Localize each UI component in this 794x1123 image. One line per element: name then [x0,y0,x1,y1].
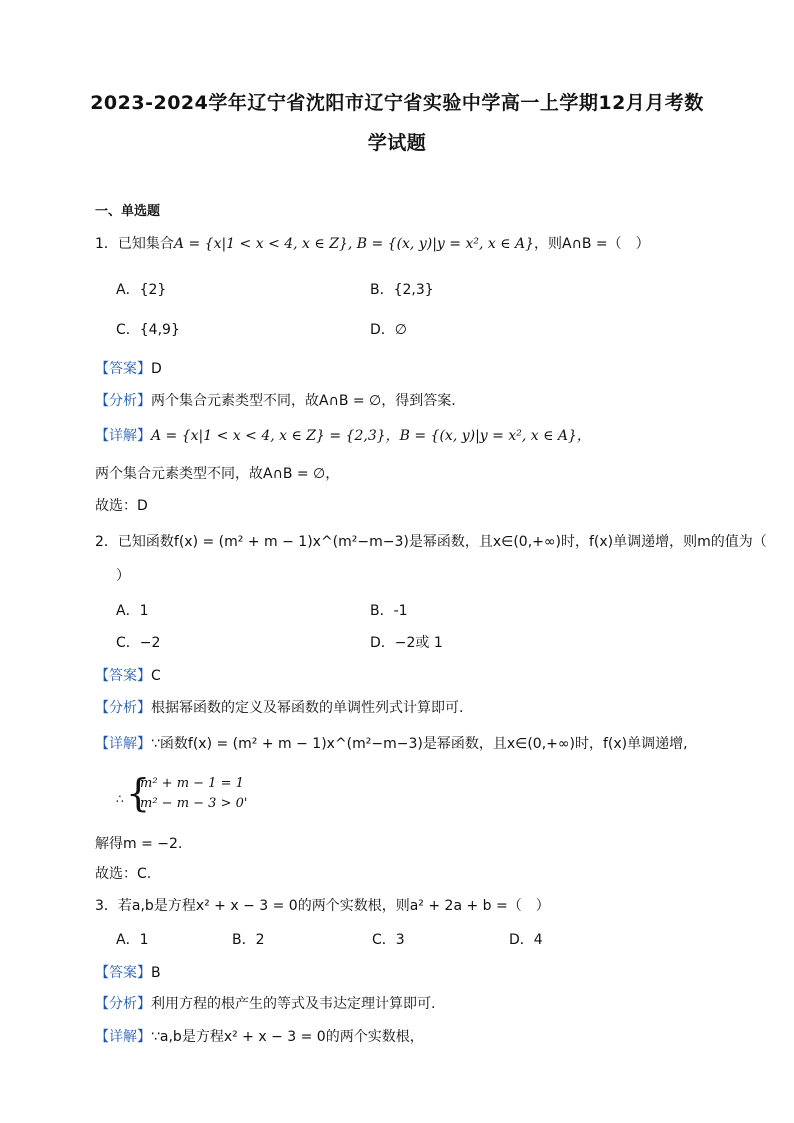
q1-analysis-text: 两个集合元素类型不同，故A∩B = ∅，得到答案. [151,393,456,409]
q2-answer-value: C [151,668,161,684]
q3-detail-1 [95,1027,424,1047]
q1-option-c: C．{4,9} [116,322,180,338]
q1-option-b: B．{2,3} [370,282,434,298]
q2-analysis-text: 根据幂函数的定义及幂函数的单调性列式计算即可. [151,700,464,716]
left-brace: { [126,771,151,815]
q1-stem-suffix: ，则A∩B =（ ） [534,236,650,252]
q2-system-row-2: m² − m − 3 > 0' [140,796,248,811]
q3-option-c: C．3 [372,932,405,948]
q1-answer-value: D [151,361,162,377]
q3-analysis [95,994,435,1014]
analysis-tag: 【分析】 [95,393,151,409]
q3-option-b: B．2 [232,932,265,948]
q3-answer-value: B [151,965,161,981]
q1-detail-3: 故选：D [95,498,148,514]
therefore-symbol: ∴ [116,792,124,806]
q2-equation-system [116,772,336,822]
doc-title-line-2: 学试题 [367,132,427,154]
q3-detail-line-1: ∵a,b是方程x² + x − 3 = 0的两个实数根， [151,1029,424,1045]
q1-answer [95,359,162,379]
q2-detail-4: 故选：C. [95,866,152,882]
q1-detail-line-1: A = {x|1 < x < 4, x ∈ Z} = {2,3}，B = {(x, y)|y = x², x ∈ A}， [151,428,591,444]
q1-detail-2: 两个集合元素类型不同，故A∩B = ∅， [95,466,340,482]
detail-tag: 【详解】 [95,736,151,752]
q2-detail-1 [95,734,688,754]
detail-tag: 【详解】 [95,1029,151,1045]
answer-tag: 【答案】 [95,361,151,377]
analysis-tag: 【分析】 [95,700,151,716]
q1-option-a: A．{2} [116,282,167,298]
q2-option-a: A．1 [116,603,149,619]
q3-option-d: D．4 [509,932,543,948]
q3-option-a: A．1 [116,932,149,948]
q2-stem-2: ） [116,568,130,584]
analysis-tag: 【分析】 [95,996,151,1012]
q1-analysis [95,391,456,411]
answer-tag: 【答案】 [95,965,151,981]
q2-detail-3: 解得m = −2. [95,836,183,852]
q1-stem-prefix: 1．已知集合 [95,236,174,252]
q2-answer [95,666,161,686]
q1-stem [95,234,650,254]
q1-option-d: D．∅ [370,322,407,338]
q1-stem-math: A = {x|1 < x < 4, x ∈ Z}, B = {(x, y)|y = x², x ∈ A} [173,236,535,252]
q3-stem: 3．若a,b是方程x² + x − 3 = 0的两个实数根，则a² + 2a + b =（ ） [95,898,550,914]
answer-tag: 【答案】 [95,668,151,684]
q2-option-b: B．-1 [370,603,408,619]
q2-system-row-1: m² + m − 1 = 1 [140,776,244,791]
q3-analysis-text: 利用方程的根产生的等式及韦达定理计算即可. [151,996,436,1012]
q1-detail-1 [95,426,591,446]
q2-stem-1: 2．已知函数f(x) = (m² + m − 1)x^(m²−m−3)是幂函数，且x∈(0,+∞)时，f(x)单调递增，则m的值为（ [95,534,767,550]
q3-answer [95,963,161,983]
q2-analysis [95,698,463,718]
q2-option-d: D．−2或 1 [370,635,443,651]
detail-tag: 【详解】 [95,428,151,444]
q2-detail-line-1: ∵函数f(x) = (m² + m − 1)x^(m²−m−3)是幂函数，且x∈(0,+∞)时，f(x)单调递增, [151,736,688,752]
section-heading: 一、单选题 [95,204,161,219]
q2-option-c: C．−2 [116,635,161,651]
doc-title-line-1: 2023-2024学年辽宁省沈阳市辽宁省实验中学高一上学期12月月考数 [90,92,704,114]
